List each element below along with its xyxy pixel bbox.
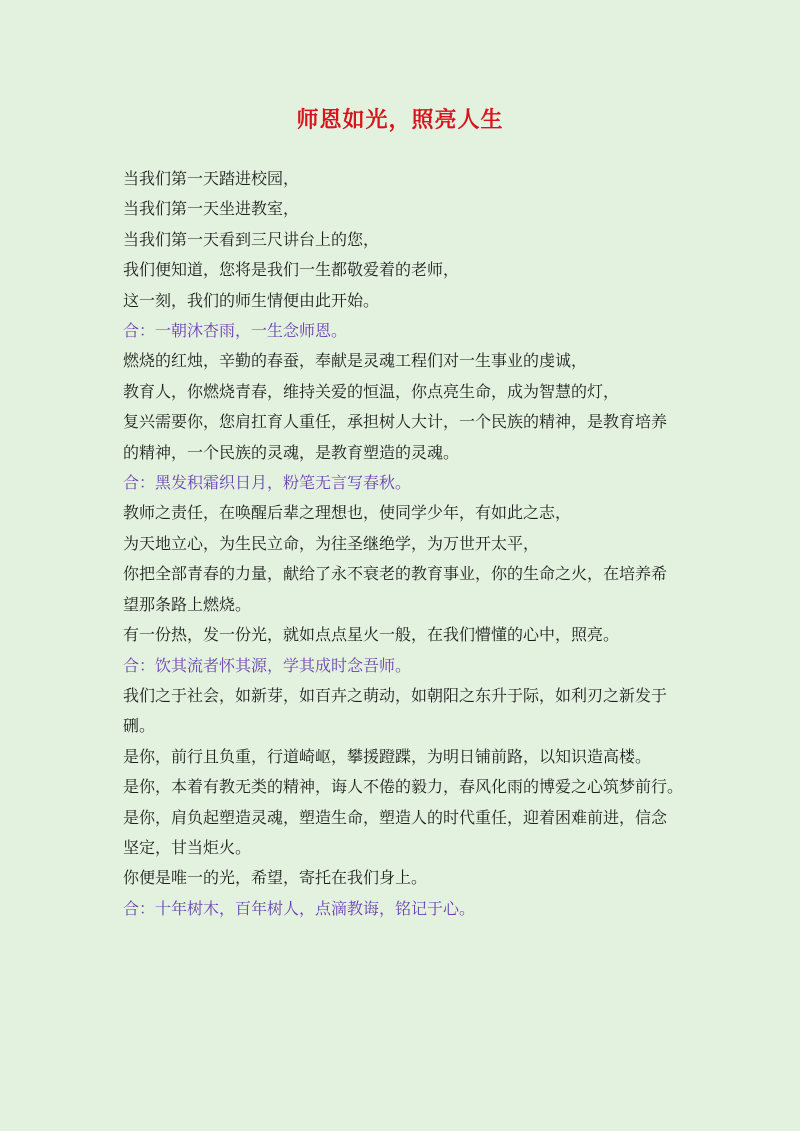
text-line: 你便是唯一的光，希望，寄托在我们身上。	[123, 868, 428, 888]
chorus-line: 合：一朝沐杏雨，一生念师恩。	[123, 321, 348, 341]
text-line: 是你，前行且负重，行道崎岖，攀援蹬蹀，为明日铺前路，以知识造高楼。	[123, 746, 652, 766]
text-line: 当我们第一天坐进教室，	[123, 199, 300, 219]
text-line: 你把全部青春的力量，献给了永不衰老的教育事业，你的生命之火，在培养希	[123, 564, 668, 584]
text-line: 复兴需要你，您肩扛育人重任，承担树人大计，一个民族的精神，是教育培养	[123, 412, 668, 432]
text-line: 望那条路上燃烧。	[123, 594, 252, 614]
chorus-line: 合：黑发积霜织日月，粉笔无言写春秋。	[123, 473, 412, 493]
text-line: 有一份热，发一份光，就如点点星火一般，在我们懵懂的心中，照亮。	[123, 625, 620, 645]
text-line: 教育人，你燃烧青春，维持关爱的恒温，你点亮生命，成为智慧的灯，	[123, 381, 620, 401]
text-line: 这一刻，我们的师生情便由此开始。	[123, 290, 380, 310]
text-line: 是你，肩负起塑造灵魂，塑造生命，塑造人的时代重任，迎着困难前进，信念	[123, 807, 668, 827]
page-title: 师恩如光，照亮人生	[296, 108, 504, 133]
text-line: 我们之于社会，如新芽，如百卉之萌动，如朝阳之东升于际，如利刃之新发于	[123, 685, 668, 705]
text-line: 为天地立心，为生民立命，为往圣继绝学，为万世开太平，	[123, 533, 540, 553]
text-line: 教师之责任，在唤醒后辈之理想也，使同学少年，有如此之志，	[123, 503, 572, 523]
text-line: 坚定，甘当炬火。	[123, 837, 252, 857]
chorus-line: 合：十年树木，百年树人，点滴教诲，铭记于心。	[123, 898, 476, 918]
text-line: 燃烧的红烛，辛勤的春蚕，奉献是灵魂工程们对一生事业的虔诚，	[123, 351, 588, 371]
chorus-line: 合：饮其流者怀其源，学其成时念吾师。	[123, 655, 412, 675]
text-line: 是你，本着有教无类的精神，诲人不倦的毅力，春风化雨的博爱之心筑梦前行。	[123, 777, 684, 797]
text-line: 的精神，一个民族的灵魂，是教育塑造的灵魂。	[123, 442, 460, 462]
poem-body	[123, 164, 693, 924]
text-line: 硎。	[123, 716, 156, 736]
text-line: 当我们第一天踏进校园，	[123, 169, 300, 188]
text-line: 当我们第一天看到三尺讲台上的您，	[123, 229, 380, 249]
text-line: 我们便知道，您将是我们一生都敬爱着的老师，	[123, 260, 460, 280]
